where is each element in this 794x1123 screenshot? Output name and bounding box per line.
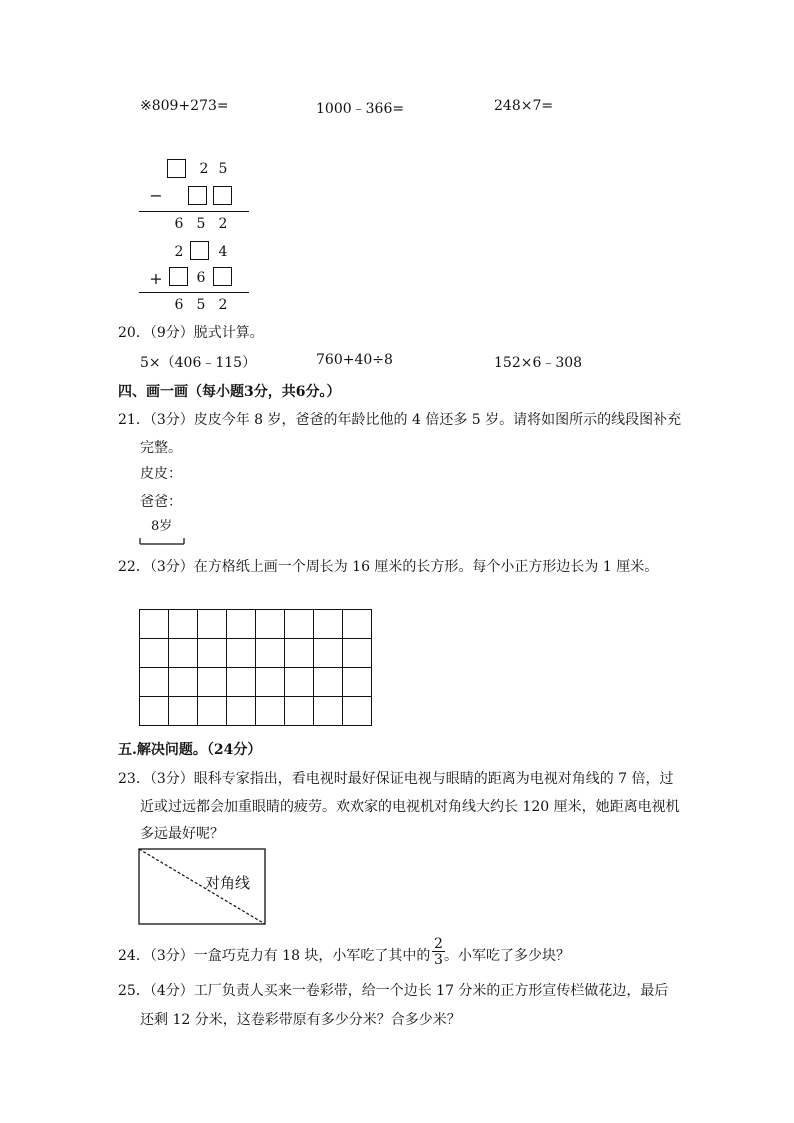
segment-label: 8岁: [151, 519, 173, 534]
calc-item-2: 1000﹣366=: [316, 101, 405, 117]
grid-cell[interactable]: [256, 639, 285, 668]
blank-box[interactable]: [190, 241, 209, 260]
blank-box[interactable]: [213, 186, 232, 205]
grid-cell[interactable]: [227, 610, 256, 639]
square-grid-paper[interactable]: [139, 609, 372, 726]
q21-text-line-2: 完整。: [140, 440, 182, 456]
grid-cell[interactable]: [169, 697, 198, 726]
grid-cell[interactable]: [343, 610, 372, 639]
fraction-denominator: 3: [434, 952, 443, 968]
blank-box[interactable]: [169, 267, 188, 286]
q23-text-line-1: 23．（3分）眼科专家指出，看电视时最好保证电视与眼睛的距离为电视对角线的 7 倍，过: [118, 771, 674, 787]
section-4-title: 四、画一画（每小题3分，共6分。）: [118, 384, 341, 400]
grid-row: [140, 697, 372, 726]
fraction-two-thirds: [432, 937, 445, 968]
grid-cell[interactable]: [314, 668, 343, 697]
grid-cell[interactable]: [198, 668, 227, 697]
grid-cell[interactable]: [140, 697, 169, 726]
blank-box[interactable]: [167, 159, 186, 178]
calc-item-3: 248×7=: [494, 98, 554, 114]
label-pipi: 皮皮：: [140, 466, 182, 482]
q25-text-line-2: 还剩 12 分米，这卷彩带原有多少分米？合多少米？: [140, 1012, 461, 1028]
grid-row: [140, 639, 372, 668]
grid-cell[interactable]: [314, 639, 343, 668]
result-digit: 6: [174, 216, 184, 232]
minus-sign: −: [149, 186, 163, 205]
blank-box[interactable]: [213, 267, 232, 286]
digit: 2: [199, 161, 209, 177]
grid-cell[interactable]: [227, 639, 256, 668]
q21-text-line-1: 21．（3分）皮皮今年 8 岁，爸爸的年龄比他的 4 倍还多 5 岁。请将如图所示的线段图补充: [118, 412, 682, 428]
digit: 6: [196, 270, 206, 286]
grid-row: [140, 610, 372, 639]
grid-cell[interactable]: [256, 610, 285, 639]
grid-cell[interactable]: [285, 668, 314, 697]
result-digit: 5: [196, 216, 206, 232]
grid-cell[interactable]: [169, 610, 198, 639]
line-segment-diagram: [138, 533, 188, 547]
plus-sign: +: [149, 269, 163, 288]
digit: 2: [174, 244, 184, 260]
digit: 4: [218, 244, 228, 260]
digit: 5: [218, 161, 228, 177]
grid-cell[interactable]: [169, 639, 198, 668]
grid-cell[interactable]: [256, 697, 285, 726]
q24-text-before: 24．（3分）一盒巧克力有 18 块，小军吃了其中的: [118, 948, 431, 964]
grid-cell[interactable]: [227, 668, 256, 697]
grid-cell[interactable]: [256, 668, 285, 697]
result-digit: 6: [174, 297, 184, 313]
grid-cell[interactable]: [314, 697, 343, 726]
grid-cell[interactable]: [285, 610, 314, 639]
result-digit: 5: [196, 297, 206, 313]
q20-expr-2: 760+40÷8: [316, 352, 393, 368]
grid-cell[interactable]: [227, 697, 256, 726]
grid-cell[interactable]: [140, 639, 169, 668]
grid-cell[interactable]: [198, 697, 227, 726]
blank-box[interactable]: [188, 186, 207, 205]
label-baba: 爸爸：: [140, 494, 182, 510]
q23-text-line-2: 近或过远都会加重眼睛的疲劳。欢欢家的电视机对角线大约长 120 厘米，她距离电视机: [140, 799, 680, 815]
grid-row: [140, 668, 372, 697]
grid-cell[interactable]: [285, 697, 314, 726]
q23-text-line-3: 多远最好呢？: [140, 826, 224, 842]
grid-cell[interactable]: [343, 668, 372, 697]
grid-cell[interactable]: [198, 639, 227, 668]
q20-expr-1: 5×（406﹣115）: [140, 355, 257, 371]
fraction-numerator: 2: [434, 936, 443, 952]
grid-cell[interactable]: [169, 668, 198, 697]
grid-cell[interactable]: [140, 610, 169, 639]
q22-text: 22．（3分）在方格纸上画一个周长为 16 厘米的长方形。每个小正方形边长为 1 厘米。: [118, 559, 659, 575]
grid-cell[interactable]: [285, 639, 314, 668]
q20-expr-3: 152×6﹣308: [494, 355, 583, 371]
grid-cell[interactable]: [198, 610, 227, 639]
result-digit: 2: [218, 297, 228, 313]
divider-line: [139, 211, 249, 212]
grid-cell[interactable]: [314, 610, 343, 639]
grid-cell[interactable]: [140, 668, 169, 697]
q24-text-after: 。小军吃了多少块？: [444, 948, 570, 964]
result-digit: 2: [218, 216, 228, 232]
q25-text-line-1: 25．（4分）工厂负责人买来一卷彩带，给一个边长 17 分米的正方形宣传栏做花边，最后: [118, 983, 669, 999]
grid-cell[interactable]: [343, 639, 372, 668]
grid-cell[interactable]: [343, 697, 372, 726]
calc-item-1: ※809+273=: [140, 98, 229, 114]
divider-line: [139, 292, 249, 293]
section-5-title: 五.解决问题。（24分）: [118, 742, 262, 758]
diagonal-label: 对角线: [205, 874, 251, 892]
q20-title: 20．（9分）脱式计算。: [118, 325, 264, 341]
